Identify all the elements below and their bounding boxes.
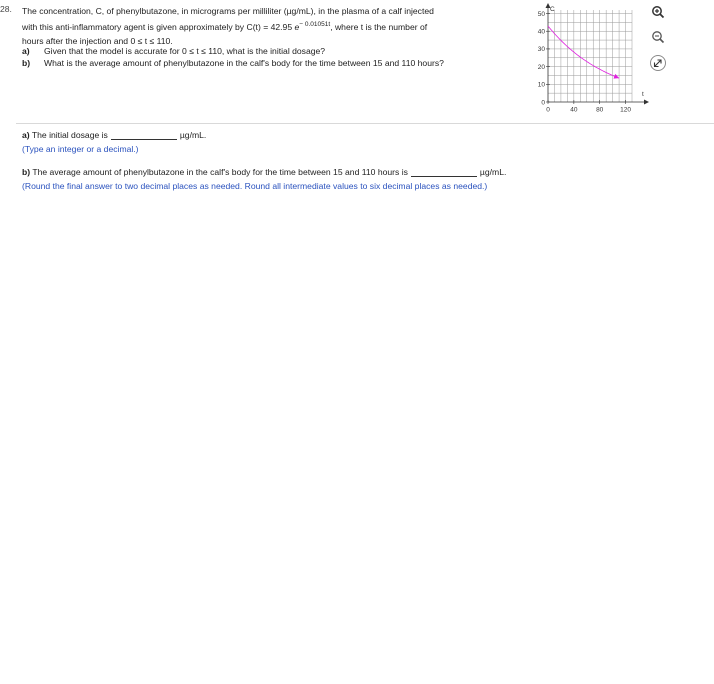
formula-suffix: , where t is the number of — [330, 22, 428, 32]
formula-prefix: with this anti-inflammatory agent is given approximately by C(t) = 42.95 — [22, 22, 293, 32]
zoom-in-button[interactable] — [650, 4, 666, 20]
y-tick-label: 0 — [541, 99, 545, 107]
concentration-graph — [528, 0, 650, 118]
x-axis-arrow — [644, 100, 649, 105]
x-tick-label: 0 — [546, 106, 550, 114]
x-tick-label: 40 — [570, 106, 578, 114]
part-b-text: What is the average amount of phenylbutazone in the calf's body for the time between 15 and 110 hours? — [44, 58, 444, 68]
part-b-question — [22, 57, 444, 70]
answer-a-unit: µg/mL. — [179, 130, 207, 140]
problem-line-2 — [22, 18, 434, 34]
expand-button[interactable] — [650, 55, 666, 71]
answer-b-label: b) — [22, 167, 31, 177]
answer-b-unit: µg/mL. — [479, 167, 507, 177]
x-tick-label: 80 — [596, 106, 604, 114]
zoom-in-icon — [651, 5, 665, 19]
formula-exponent: − 0.01051t — [299, 21, 331, 28]
part-b-label: b) — [22, 58, 31, 68]
y-tick-label: 10 — [537, 81, 545, 89]
answer-a-label: a) — [22, 130, 30, 140]
problem-number: 28. — [0, 4, 12, 14]
answer-b-hint: (Round the final answer to two decimal places as needed. Round all intermediate values to six decimal places as needed.) — [22, 181, 488, 191]
answer-a-input[interactable] — [111, 130, 177, 140]
problem-statement — [22, 4, 434, 48]
concentration-curve — [548, 26, 619, 78]
answer-a-text: The initial dosage is — [31, 130, 108, 140]
part-a-question — [22, 45, 325, 58]
part-a-text: Given that the model is accurate for 0 ≤ t ≤ 110, what is the initial dosage? — [44, 46, 326, 56]
expand-icon — [651, 56, 665, 70]
part-a-label: a) — [22, 46, 30, 56]
answer-a-hint: (Type an integer or a decimal.) — [22, 144, 139, 154]
problem-line-3: hours after the injection and 0 ≤ t ≤ 110. — [22, 36, 173, 46]
answer-a-row — [22, 130, 206, 140]
zoom-out-button[interactable] — [650, 29, 666, 45]
x-tick-label: 120 — [620, 106, 631, 114]
answer-b-row — [22, 167, 506, 177]
formula-e: e — [294, 22, 300, 32]
y-tick-label: 50 — [537, 10, 545, 18]
section-divider — [16, 123, 714, 124]
answer-b-input[interactable] — [411, 167, 477, 177]
y-axis-label: C — [550, 6, 555, 13]
zoom-out-icon — [651, 30, 665, 44]
y-tick-label: 30 — [537, 46, 545, 54]
y-tick-label: 40 — [537, 28, 545, 36]
y-tick-label: 20 — [537, 63, 545, 71]
answer-b-text: The average amount of phenylbutazone in the calf's body for the time between 15 and 110 hours is — [32, 167, 408, 177]
problem-line-1: The concentration, C, of phenylbutazone, in micrograms per milliliter (µg/mL), in the plasma of a calf injected — [22, 6, 434, 16]
x-axis-label: t — [642, 91, 644, 98]
